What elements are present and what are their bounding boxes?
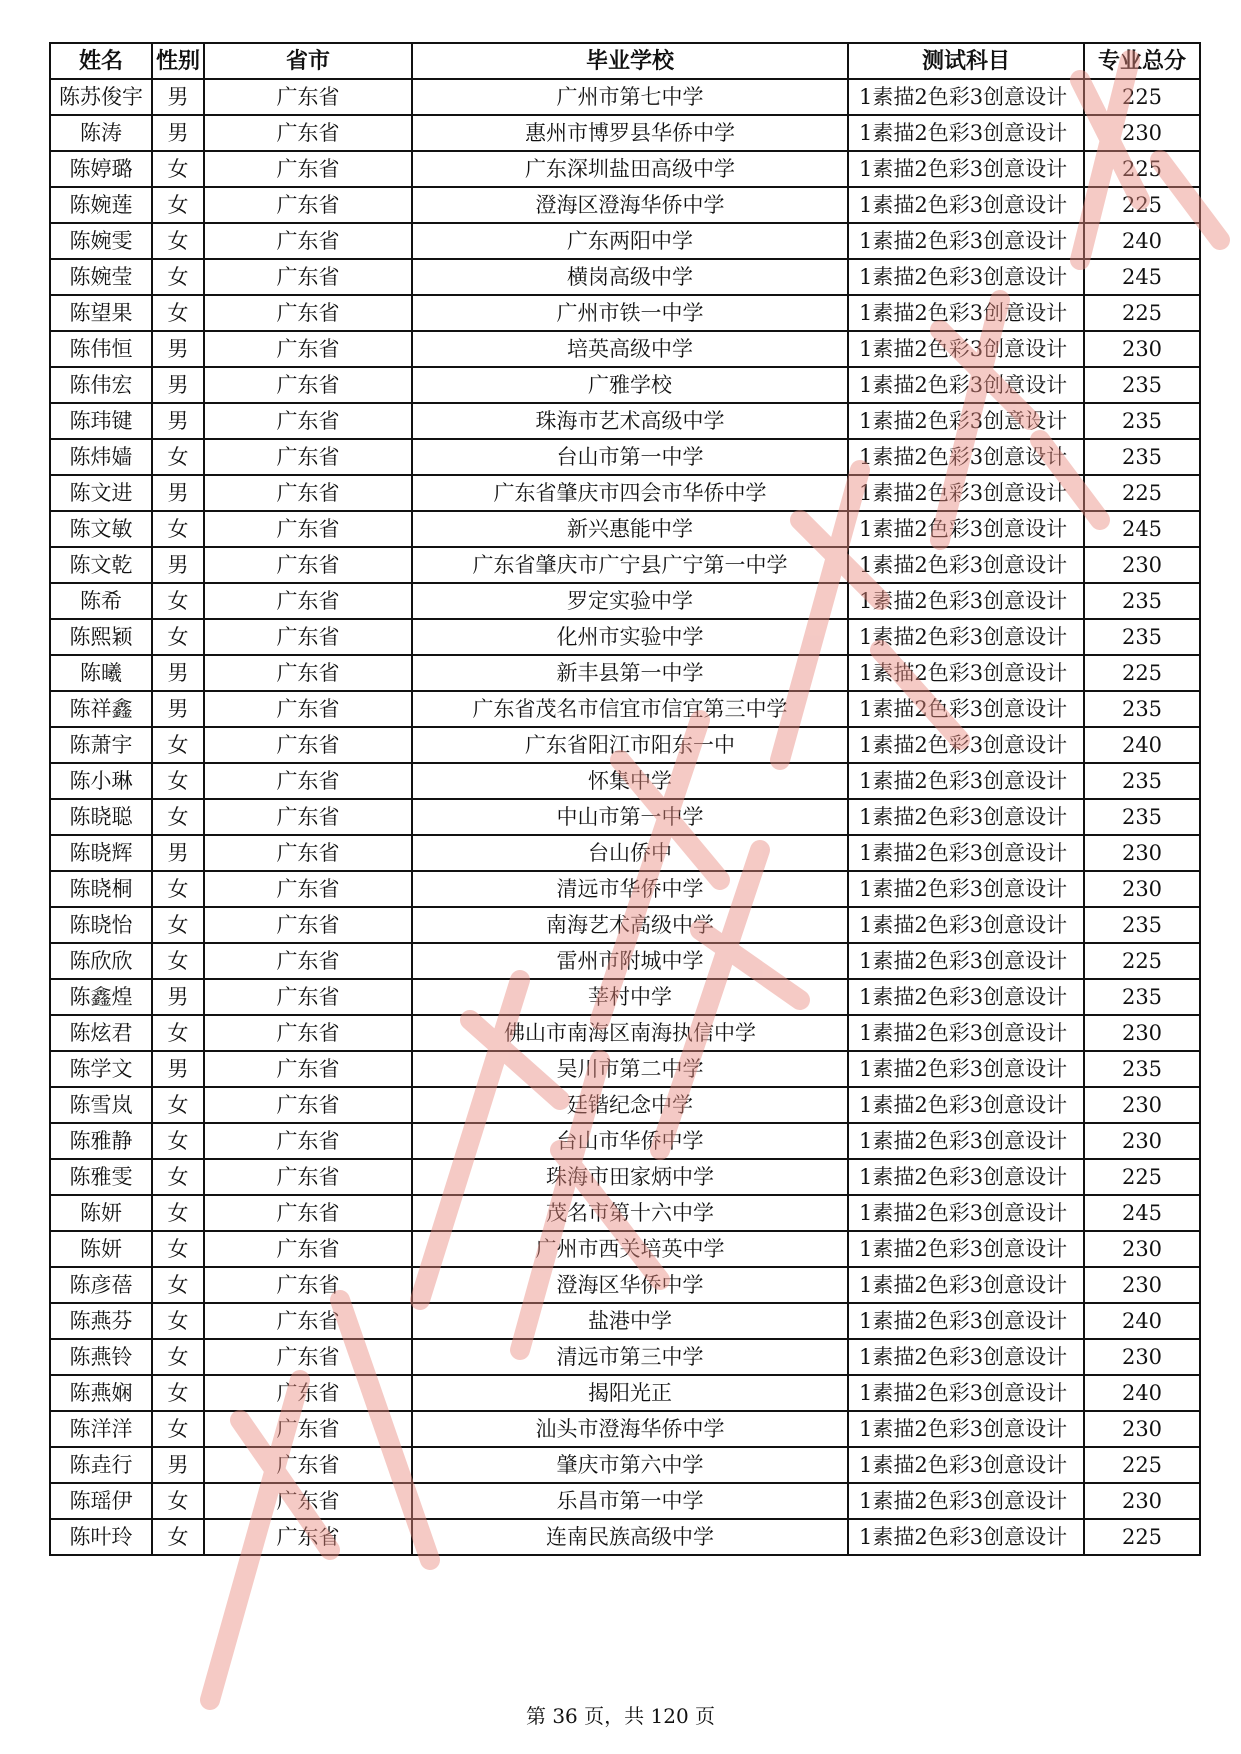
cell-score: 230: [1084, 1087, 1200, 1123]
cell-score: 230: [1084, 1231, 1200, 1267]
cell-province: 广东省: [204, 1303, 412, 1339]
table-row: [50, 1195, 1200, 1231]
cell-school: 培英高级中学: [412, 331, 848, 367]
cell-province: 广东省: [204, 871, 412, 907]
cell-gender: 女: [152, 1015, 204, 1051]
table-row: [50, 763, 1200, 799]
cell-school: 台山侨中: [412, 835, 848, 871]
cell-school: 台山市华侨中学: [412, 1123, 848, 1159]
cell-subject: 1素描2色彩3创意设计: [848, 1411, 1084, 1447]
table-header-row: [50, 43, 1200, 79]
cell-name: 陈伟恒: [50, 331, 152, 367]
cell-gender: 女: [152, 223, 204, 259]
cell-gender: 女: [152, 1519, 204, 1555]
cell-subject: 1素描2色彩3创意设计: [848, 403, 1084, 439]
cell-school: 广州市铁一中学: [412, 295, 848, 331]
cell-name: 陈鑫煌: [50, 979, 152, 1015]
cell-gender: 女: [152, 1267, 204, 1303]
cell-province: 广东省: [204, 1195, 412, 1231]
cell-score: 235: [1084, 619, 1200, 655]
cell-gender: 女: [152, 1123, 204, 1159]
cell-score: 235: [1084, 763, 1200, 799]
cell-score: 230: [1084, 1123, 1200, 1159]
cell-province: 广东省: [204, 835, 412, 871]
cell-school: 清远市第三中学: [412, 1339, 848, 1375]
cell-province: 广东省: [204, 1087, 412, 1123]
cell-gender: 女: [152, 259, 204, 295]
cell-score: 240: [1084, 1375, 1200, 1411]
table-row: [50, 1303, 1200, 1339]
cell-score: 230: [1084, 1483, 1200, 1519]
cell-gender: 女: [152, 943, 204, 979]
table-body: [50, 79, 1200, 1555]
cell-school: 新兴惠能中学: [412, 511, 848, 547]
cell-gender: 女: [152, 1339, 204, 1375]
cell-school: 珠海市田家炳中学: [412, 1159, 848, 1195]
cell-school: 吴川市第二中学: [412, 1051, 848, 1087]
cell-gender: 男: [152, 331, 204, 367]
cell-subject: 1素描2色彩3创意设计: [848, 1123, 1084, 1159]
cell-school: 莘村中学: [412, 979, 848, 1015]
cell-school: 珠海市艺术高级中学: [412, 403, 848, 439]
cell-name: 陈妍: [50, 1231, 152, 1267]
cell-score: 235: [1084, 799, 1200, 835]
cell-gender: 女: [152, 187, 204, 223]
cell-name: 陈苏俊宇: [50, 79, 152, 115]
table-row: [50, 187, 1200, 223]
cell-province: 广东省: [204, 1339, 412, 1375]
cell-subject: 1素描2色彩3创意设计: [848, 691, 1084, 727]
table-row: [50, 223, 1200, 259]
cell-score: 235: [1084, 583, 1200, 619]
cell-school: 横岗高级中学: [412, 259, 848, 295]
cell-name: 陈晓聪: [50, 799, 152, 835]
cell-name: 陈涛: [50, 115, 152, 151]
cell-score: 225: [1084, 1447, 1200, 1483]
table-row: [50, 403, 1200, 439]
cell-province: 广东省: [204, 1447, 412, 1483]
cell-school: 广州市第七中学: [412, 79, 848, 115]
cell-name: 陈文乾: [50, 547, 152, 583]
cell-subject: 1素描2色彩3创意设计: [848, 835, 1084, 871]
cell-gender: 女: [152, 907, 204, 943]
table-row: [50, 511, 1200, 547]
cell-score: 235: [1084, 1051, 1200, 1087]
cell-score: 235: [1084, 979, 1200, 1015]
cell-name: 陈瑶伊: [50, 1483, 152, 1519]
cell-gender: 女: [152, 1411, 204, 1447]
cell-province: 广东省: [204, 799, 412, 835]
cell-gender: 女: [152, 799, 204, 835]
table-row: [50, 727, 1200, 763]
table-row: [50, 1159, 1200, 1195]
table-row: [50, 1015, 1200, 1051]
cell-name: 陈曦: [50, 655, 152, 691]
cell-gender: 女: [152, 583, 204, 619]
cell-gender: 女: [152, 1159, 204, 1195]
cell-province: 广东省: [204, 727, 412, 763]
cell-province: 广东省: [204, 943, 412, 979]
cell-subject: 1素描2色彩3创意设计: [848, 367, 1084, 403]
cell-subject: 1素描2色彩3创意设计: [848, 583, 1084, 619]
cell-score: 240: [1084, 1303, 1200, 1339]
cell-score: 230: [1084, 1267, 1200, 1303]
cell-province: 广东省: [204, 1267, 412, 1303]
cell-gender: 女: [152, 1231, 204, 1267]
cell-name: 陈彦蓓: [50, 1267, 152, 1303]
cell-province: 广东省: [204, 187, 412, 223]
header-gender: 性别: [152, 43, 204, 79]
cell-gender: 女: [152, 1087, 204, 1123]
cell-name: 陈燕铃: [50, 1339, 152, 1375]
cell-name: 陈垚行: [50, 1447, 152, 1483]
cell-province: 广东省: [204, 331, 412, 367]
cell-subject: 1素描2色彩3创意设计: [848, 1159, 1084, 1195]
cell-gender: 女: [152, 1195, 204, 1231]
cell-subject: 1素描2色彩3创意设计: [848, 619, 1084, 655]
cell-province: 广东省: [204, 1015, 412, 1051]
cell-school: 澄海区华侨中学: [412, 1267, 848, 1303]
cell-gender: 女: [152, 871, 204, 907]
cell-gender: 男: [152, 115, 204, 151]
cell-name: 陈玮键: [50, 403, 152, 439]
cell-gender: 女: [152, 1375, 204, 1411]
cell-name: 陈萧宇: [50, 727, 152, 763]
cell-province: 广东省: [204, 763, 412, 799]
cell-score: 240: [1084, 223, 1200, 259]
cell-name: 陈伟宏: [50, 367, 152, 403]
cell-gender: 女: [152, 1303, 204, 1339]
cell-subject: 1素描2色彩3创意设计: [848, 655, 1084, 691]
table-row: [50, 1375, 1200, 1411]
header-subject: 测试科目: [848, 43, 1084, 79]
cell-province: 广东省: [204, 475, 412, 511]
cell-school: 广东省茂名市信宜市信宜第三中学: [412, 691, 848, 727]
table-row: [50, 1051, 1200, 1087]
cell-province: 广东省: [204, 691, 412, 727]
table-row: [50, 835, 1200, 871]
cell-gender: 男: [152, 691, 204, 727]
cell-province: 广东省: [204, 367, 412, 403]
cell-school: 中山市第一中学: [412, 799, 848, 835]
cell-name: 陈希: [50, 583, 152, 619]
cell-province: 广东省: [204, 1231, 412, 1267]
cell-score: 235: [1084, 439, 1200, 475]
table-row: [50, 1267, 1200, 1303]
table-row: [50, 115, 1200, 151]
cell-score: 235: [1084, 691, 1200, 727]
table-row: [50, 1483, 1200, 1519]
cell-score: 235: [1084, 907, 1200, 943]
cell-subject: 1素描2色彩3创意设计: [848, 1015, 1084, 1051]
cell-school: 罗定实验中学: [412, 583, 848, 619]
score-table: [49, 42, 1201, 1556]
cell-school: 佛山市南海区南海执信中学: [412, 1015, 848, 1051]
cell-subject: 1素描2色彩3创意设计: [848, 1231, 1084, 1267]
cell-subject: 1素描2色彩3创意设计: [848, 115, 1084, 151]
table-row: [50, 439, 1200, 475]
cell-score: 230: [1084, 1411, 1200, 1447]
cell-gender: 男: [152, 79, 204, 115]
table-row: [50, 259, 1200, 295]
cell-subject: 1素描2色彩3创意设计: [848, 1303, 1084, 1339]
table-row: [50, 871, 1200, 907]
table-row: [50, 547, 1200, 583]
table-row: [50, 367, 1200, 403]
table-row: [50, 1087, 1200, 1123]
table-row: [50, 79, 1200, 115]
cell-name: 陈婉莹: [50, 259, 152, 295]
table-row: [50, 583, 1200, 619]
cell-score: 235: [1084, 367, 1200, 403]
cell-province: 广东省: [204, 583, 412, 619]
cell-score: 245: [1084, 511, 1200, 547]
cell-gender: 男: [152, 655, 204, 691]
cell-score: 230: [1084, 331, 1200, 367]
cell-subject: 1素描2色彩3创意设计: [848, 79, 1084, 115]
cell-province: 广东省: [204, 1411, 412, 1447]
table-row: [50, 1519, 1200, 1555]
cell-subject: 1素描2色彩3创意设计: [848, 1483, 1084, 1519]
cell-province: 广东省: [204, 403, 412, 439]
cell-school: 广东省肇庆市四会市华侨中学: [412, 475, 848, 511]
cell-name: 陈炜嫱: [50, 439, 152, 475]
cell-subject: 1素描2色彩3创意设计: [848, 295, 1084, 331]
cell-school: 茂名市第十六中学: [412, 1195, 848, 1231]
cell-score: 225: [1084, 1159, 1200, 1195]
cell-gender: 男: [152, 1051, 204, 1087]
cell-school: 广东省肇庆市广宁县广宁第一中学: [412, 547, 848, 583]
cell-school: 汕头市澄海华侨中学: [412, 1411, 848, 1447]
cell-school: 雷州市附城中学: [412, 943, 848, 979]
table-row: [50, 151, 1200, 187]
cell-school: 澄海区澄海华侨中学: [412, 187, 848, 223]
cell-name: 陈炫君: [50, 1015, 152, 1051]
cell-name: 陈燕芬: [50, 1303, 152, 1339]
cell-province: 广东省: [204, 907, 412, 943]
cell-province: 广东省: [204, 1123, 412, 1159]
cell-gender: 女: [152, 511, 204, 547]
cell-score: 230: [1084, 1015, 1200, 1051]
cell-subject: 1素描2色彩3创意设计: [848, 259, 1084, 295]
cell-school: 广东省阳江市阳东一中: [412, 727, 848, 763]
cell-gender: 女: [152, 619, 204, 655]
cell-name: 陈晓辉: [50, 835, 152, 871]
cell-name: 陈婷璐: [50, 151, 152, 187]
cell-gender: 女: [152, 727, 204, 763]
cell-name: 陈燕娴: [50, 1375, 152, 1411]
cell-score: 225: [1084, 79, 1200, 115]
cell-school: 广雅学校: [412, 367, 848, 403]
cell-subject: 1素描2色彩3创意设计: [848, 439, 1084, 475]
cell-school: 广东两阳中学: [412, 223, 848, 259]
cell-gender: 男: [152, 403, 204, 439]
cell-subject: 1素描2色彩3创意设计: [848, 1375, 1084, 1411]
cell-school: 南海艺术高级中学: [412, 907, 848, 943]
cell-gender: 女: [152, 151, 204, 187]
cell-gender: 男: [152, 1447, 204, 1483]
cell-subject: 1素描2色彩3创意设计: [848, 547, 1084, 583]
cell-score: 235: [1084, 403, 1200, 439]
cell-school: 广东深圳盐田高级中学: [412, 151, 848, 187]
cell-province: 广东省: [204, 223, 412, 259]
cell-subject: 1素描2色彩3创意设计: [848, 1267, 1084, 1303]
table-row: [50, 691, 1200, 727]
cell-province: 广东省: [204, 79, 412, 115]
cell-score: 230: [1084, 871, 1200, 907]
cell-province: 广东省: [204, 1519, 412, 1555]
cell-gender: 女: [152, 439, 204, 475]
cell-name: 陈文进: [50, 475, 152, 511]
cell-subject: 1素描2色彩3创意设计: [848, 979, 1084, 1015]
cell-score: 225: [1084, 295, 1200, 331]
cell-school: 揭阳光正: [412, 1375, 848, 1411]
cell-school: 乐昌市第一中学: [412, 1483, 848, 1519]
cell-province: 广东省: [204, 115, 412, 151]
table-row: [50, 295, 1200, 331]
cell-subject: 1素描2色彩3创意设计: [848, 1051, 1084, 1087]
table-row: [50, 619, 1200, 655]
cell-province: 广东省: [204, 619, 412, 655]
cell-score: 225: [1084, 655, 1200, 691]
cell-school: 台山市第一中学: [412, 439, 848, 475]
cell-name: 陈婉雯: [50, 223, 152, 259]
cell-name: 陈熙颖: [50, 619, 152, 655]
cell-gender: 男: [152, 547, 204, 583]
cell-gender: 男: [152, 367, 204, 403]
table-row: [50, 979, 1200, 1015]
cell-score: 240: [1084, 727, 1200, 763]
cell-subject: 1素描2色彩3创意设计: [848, 1519, 1084, 1555]
cell-score: 225: [1084, 943, 1200, 979]
cell-name: 陈望果: [50, 295, 152, 331]
cell-score: 230: [1084, 835, 1200, 871]
cell-subject: 1素描2色彩3创意设计: [848, 1087, 1084, 1123]
cell-province: 广东省: [204, 547, 412, 583]
table-row: [50, 1339, 1200, 1375]
table-row: [50, 475, 1200, 511]
cell-province: 广东省: [204, 1159, 412, 1195]
cell-name: 陈妍: [50, 1195, 152, 1231]
cell-score: 225: [1084, 151, 1200, 187]
table-row: [50, 331, 1200, 367]
cell-subject: 1素描2色彩3创意设计: [848, 223, 1084, 259]
page-number: 第 36 页，共 120 页: [525, 1704, 716, 1728]
cell-name: 陈学文: [50, 1051, 152, 1087]
header-score: 专业总分: [1084, 43, 1200, 79]
cell-province: 广东省: [204, 979, 412, 1015]
cell-score: 225: [1084, 187, 1200, 223]
cell-score: 230: [1084, 115, 1200, 151]
cell-school: 廷锴纪念中学: [412, 1087, 848, 1123]
cell-school: 连南民族高级中学: [412, 1519, 848, 1555]
cell-name: 陈晓桐: [50, 871, 152, 907]
cell-school: 新丰县第一中学: [412, 655, 848, 691]
cell-subject: 1素描2色彩3创意设计: [848, 475, 1084, 511]
cell-name: 陈雅雯: [50, 1159, 152, 1195]
cell-name: 陈小琳: [50, 763, 152, 799]
cell-score: 245: [1084, 1195, 1200, 1231]
cell-gender: 男: [152, 475, 204, 511]
cell-subject: 1素描2色彩3创意设计: [848, 943, 1084, 979]
cell-subject: 1素描2色彩3创意设计: [848, 151, 1084, 187]
cell-subject: 1素描2色彩3创意设计: [848, 727, 1084, 763]
cell-province: 广东省: [204, 1051, 412, 1087]
cell-gender: 女: [152, 1483, 204, 1519]
cell-school: 盐港中学: [412, 1303, 848, 1339]
cell-school: 广州市西关培英中学: [412, 1231, 848, 1267]
cell-subject: 1素描2色彩3创意设计: [848, 511, 1084, 547]
cell-name: 陈雪岚: [50, 1087, 152, 1123]
cell-score: 230: [1084, 1339, 1200, 1375]
cell-subject: 1素描2色彩3创意设计: [848, 1447, 1084, 1483]
cell-score: 245: [1084, 259, 1200, 295]
cell-subject: 1素描2色彩3创意设计: [848, 763, 1084, 799]
cell-subject: 1素描2色彩3创意设计: [848, 799, 1084, 835]
cell-subject: 1素描2色彩3创意设计: [848, 1195, 1084, 1231]
cell-school: 清远市华侨中学: [412, 871, 848, 907]
cell-school: 肇庆市第六中学: [412, 1447, 848, 1483]
cell-school: 惠州市博罗县华侨中学: [412, 115, 848, 151]
cell-score: 225: [1084, 1519, 1200, 1555]
table-row: [50, 1411, 1200, 1447]
table-row: [50, 907, 1200, 943]
table-row: [50, 1123, 1200, 1159]
cell-subject: 1素描2色彩3创意设计: [848, 1339, 1084, 1375]
table-row: [50, 1231, 1200, 1267]
cell-province: 广东省: [204, 259, 412, 295]
cell-name: 陈祥鑫: [50, 691, 152, 727]
cell-gender: 男: [152, 835, 204, 871]
cell-name: 陈文敏: [50, 511, 152, 547]
table-row: [50, 799, 1200, 835]
cell-name: 陈洋洋: [50, 1411, 152, 1447]
cell-name: 陈叶玲: [50, 1519, 152, 1555]
header-name: 姓名: [50, 43, 152, 79]
table-row: [50, 943, 1200, 979]
cell-subject: 1素描2色彩3创意设计: [848, 871, 1084, 907]
cell-school: 怀集中学: [412, 763, 848, 799]
cell-gender: 女: [152, 295, 204, 331]
cell-province: 广东省: [204, 655, 412, 691]
table-row: [50, 1447, 1200, 1483]
cell-school: 化州市实验中学: [412, 619, 848, 655]
cell-score: 225: [1084, 475, 1200, 511]
cell-name: 陈晓怡: [50, 907, 152, 943]
cell-subject: 1素描2色彩3创意设计: [848, 907, 1084, 943]
cell-province: 广东省: [204, 151, 412, 187]
cell-province: 广东省: [204, 1483, 412, 1519]
cell-province: 广东省: [204, 511, 412, 547]
cell-province: 广东省: [204, 439, 412, 475]
cell-name: 陈雅静: [50, 1123, 152, 1159]
header-school: 毕业学校: [412, 43, 848, 79]
cell-gender: 男: [152, 979, 204, 1015]
cell-name: 陈欣欣: [50, 943, 152, 979]
cell-province: 广东省: [204, 295, 412, 331]
header-province: 省市: [204, 43, 412, 79]
cell-province: 广东省: [204, 1375, 412, 1411]
cell-score: 230: [1084, 547, 1200, 583]
cell-gender: 女: [152, 763, 204, 799]
cell-name: 陈婉莲: [50, 187, 152, 223]
table-row: [50, 655, 1200, 691]
cell-subject: 1素描2色彩3创意设计: [848, 331, 1084, 367]
cell-subject: 1素描2色彩3创意设计: [848, 187, 1084, 223]
